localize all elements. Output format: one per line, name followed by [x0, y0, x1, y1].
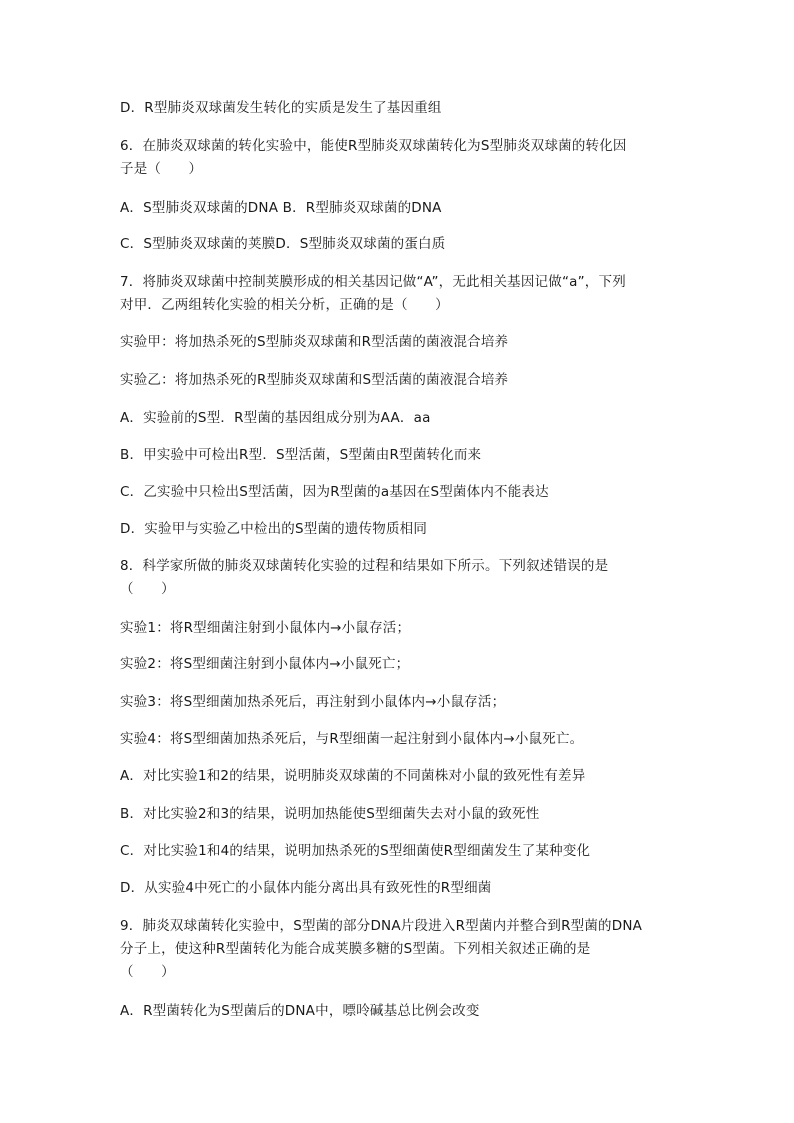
question-7-stem-2: 对甲．乙两组转化实验的相关分析，正确的是（ ）: [120, 297, 449, 313]
experiment-jia: 实验甲：将加热杀死的S型肺炎双球菌和R型活菌的菌液混合培养: [120, 334, 509, 350]
question-8-stem-1: 8．科学家所做的肺炎双球菌转化实验的过程和结果如下所示。下列叙述错误的是: [120, 558, 609, 574]
experiment-4: 实验4：将S型细菌加热杀死后，与R型细菌一起注射到小鼠体内→小鼠死亡。: [120, 731, 584, 747]
options-6cd: C．S型肺炎双球菌的荚膜D．S型肺炎双球菌的蛋白质: [120, 236, 446, 252]
option-7c: C．乙实验中只检出S型活菌，因为R型菌的a基因在S型菌体内不能表达: [120, 484, 549, 500]
experiment-3: 实验3：将S型细菌加热杀死后，再注射到小鼠体内→小鼠存活；: [120, 694, 506, 710]
question-7-stem-1: 7．将肺炎双球菌中控制荚膜形成的相关基因记做“A”，无此相关基因记做“a”，下列: [120, 274, 626, 290]
question-6-stem-2: 子是（ ）: [120, 161, 203, 177]
question-9-stem-3: （ ）: [120, 964, 175, 980]
option-7a: A．实验前的S型．R型菌的基因组成分别为AA．aa: [120, 410, 431, 426]
option-5d: D．R型肺炎双球菌发生转化的实质是发生了基因重组: [120, 100, 442, 116]
question-8-stem-2: （ ）: [120, 581, 175, 597]
experiment-yi: 实验乙：将加热杀死的R型肺炎双球菌和S型活菌的菌液混合培养: [120, 372, 509, 388]
options-6ab: A．S型肺炎双球菌的DNA B．R型肺炎双球菌的DNA: [120, 200, 442, 216]
experiment-2: 实验2：将S型细菌注射到小鼠体内→小鼠死亡；: [120, 656, 410, 672]
option-8b: B．对比实验2和3的结果，说明加热能使S型细菌失去对小鼠的致死性: [120, 806, 540, 822]
option-7d: D．实验甲与实验乙中检出的S型菌的遗传物质相同: [120, 521, 428, 537]
option-9a: A．R型菌转化为S型菌后的DNA中，嘌呤碱基总比例会改变: [120, 1003, 480, 1019]
experiment-1: 实验1：将R型细菌注射到小鼠体内→小鼠存活；: [120, 620, 411, 636]
question-9-stem-1: 9．肺炎双球菌转化实验中，S型菌的部分DNA片段进入R型菌内并整合到R型菌的DNA: [120, 918, 643, 934]
question-9-stem-2: 分子上，使这种R型菌转化为能合成荚膜多糖的S型菌。下列相关叙述正确的是: [120, 941, 591, 957]
option-8c: C．对比实验1和4的结果，说明加热杀死的S型细菌使R型细菌发生了某种变化: [120, 843, 591, 859]
question-6-stem-1: 6．在肺炎双球菌的转化实验中，能使R型肺炎双球菌转化为S型肺炎双球菌的转化因: [120, 138, 627, 154]
option-8a: A．对比实验1和2的结果，说明肺炎双球菌的不同菌株对小鼠的致死性有差异: [120, 768, 586, 784]
option-8d: D．从实验4中死亡的小鼠体内能分离出具有致死性的R型细菌: [120, 880, 492, 896]
option-7b: B．甲实验中可检出R型．S型活菌，S型菌由R型菌转化而来: [120, 447, 482, 463]
